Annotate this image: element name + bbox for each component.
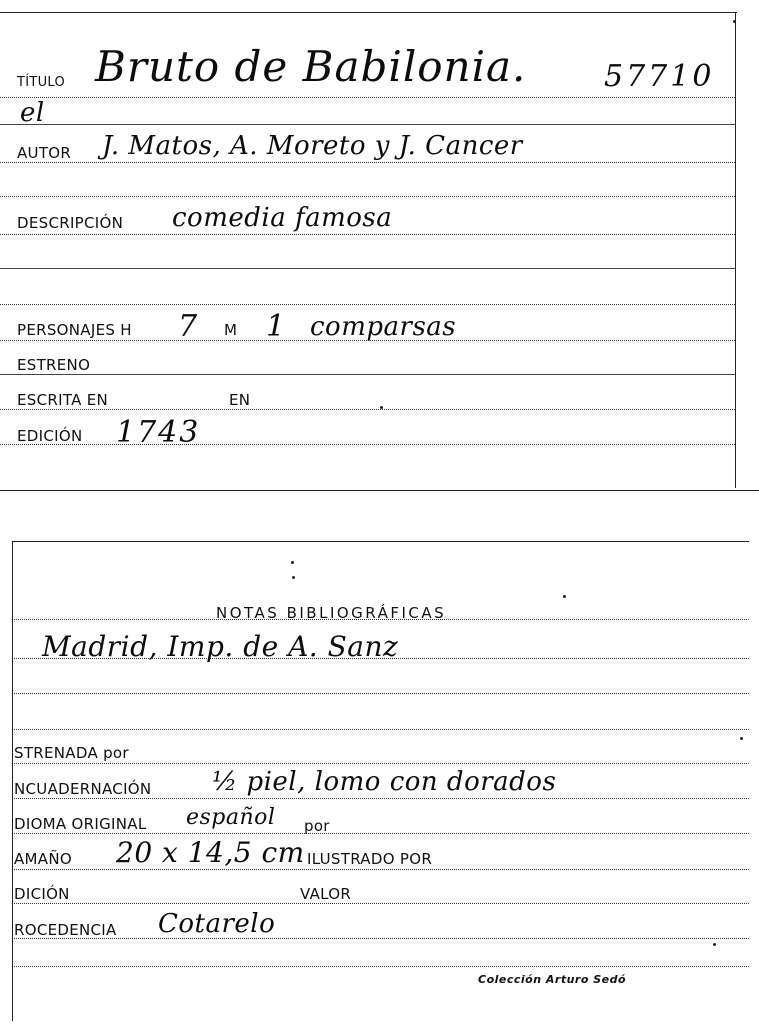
ruled-line: [14, 966, 749, 967]
idioma-value: español: [186, 805, 276, 830]
ruled-line: [0, 124, 735, 125]
ruled-line: [14, 763, 749, 764]
card-top-edge: [12, 541, 749, 542]
ink-speck: [713, 943, 716, 946]
ruled-line: [14, 693, 749, 694]
notas-value: Madrid, Imp. de A. Sanz: [42, 630, 399, 663]
personajes-m-label: M: [224, 321, 238, 339]
ruled-line: [0, 97, 735, 98]
escrita-en-label: ESCRITA EN: [17, 391, 109, 409]
card-top-edge: [0, 12, 737, 13]
autor-value: J. Matos, A. Moreto y J. Cancer: [102, 131, 523, 161]
ruled-line: [0, 409, 735, 410]
personajes-label: PERSONAJES H: [17, 321, 132, 339]
descripcion-label: DESCRIPCIÓN: [17, 214, 124, 232]
ruled-line: [0, 268, 735, 269]
ruled-line: [0, 162, 735, 163]
notas-heading: NOTAS BIBLIOGRÁFICAS: [216, 604, 447, 622]
ink-speck: [292, 576, 295, 579]
estreno-label: ESTRENO: [17, 356, 91, 374]
edicion-back-label: DICIÓN: [14, 885, 70, 903]
encuadernacion-value: ½ piel, lomo con dorados: [212, 767, 557, 797]
estrenada-label: STRENADA por: [14, 744, 129, 762]
ruled-line: [0, 444, 735, 445]
ruled-line: [14, 903, 749, 904]
ilustrado-label: ILUSTRADO POR: [307, 850, 433, 868]
card-left-edge: [12, 541, 13, 1021]
front-catalog-card: [0, 0, 759, 492]
card-right-edge: [735, 12, 736, 488]
ink-speck: [380, 406, 383, 409]
procedencia-label: ROCEDENCIA: [14, 921, 117, 939]
ink-speck: [740, 737, 743, 740]
ruled-line: [0, 374, 735, 375]
descripcion-value: comedia famosa: [172, 203, 393, 233]
ruled-line: [14, 833, 749, 834]
encuadernacion-label: NCUADERNACIÓN: [14, 780, 152, 798]
ink-speck: [733, 20, 736, 23]
ruled-line: [0, 196, 735, 197]
edicion-value: 1743: [116, 415, 201, 450]
tamano-label: AMAÑO: [14, 850, 72, 868]
tamano-value: 20 x 14,5 cm: [116, 836, 305, 869]
titulo-label: TÍTULO: [17, 75, 66, 90]
titulo-article: el: [20, 98, 45, 128]
autor-label: AUTOR: [17, 144, 72, 162]
personajes-h-value: 7: [178, 309, 198, 344]
ink-speck: [291, 561, 294, 564]
ruled-line: [14, 729, 749, 730]
procedencia-value: Cotarelo: [158, 909, 276, 939]
ruled-line: [14, 869, 749, 870]
personajes-m-value: 1: [266, 309, 286, 344]
collection-credit: Colección Arturo Sedó: [478, 973, 627, 986]
idioma-por-label: por: [304, 817, 330, 835]
idioma-label: DIOMA ORIGINAL: [14, 815, 147, 833]
en-label: EN: [229, 391, 251, 409]
back-catalog-card: [0, 541, 759, 1028]
edicion-label: EDICIÓN: [17, 427, 83, 445]
ruled-line: [14, 938, 749, 939]
ruled-line: [0, 234, 735, 235]
ruled-line: [14, 798, 749, 799]
ink-speck: [563, 595, 566, 598]
ruled-line: [0, 304, 735, 305]
personajes-extra: comparsas: [310, 312, 457, 342]
titulo-value: Bruto de Babilonia.: [95, 42, 527, 91]
catalog-number: 57710: [604, 59, 715, 94]
valor-label: VALOR: [300, 885, 352, 903]
card-bottom-edge: [0, 490, 759, 491]
